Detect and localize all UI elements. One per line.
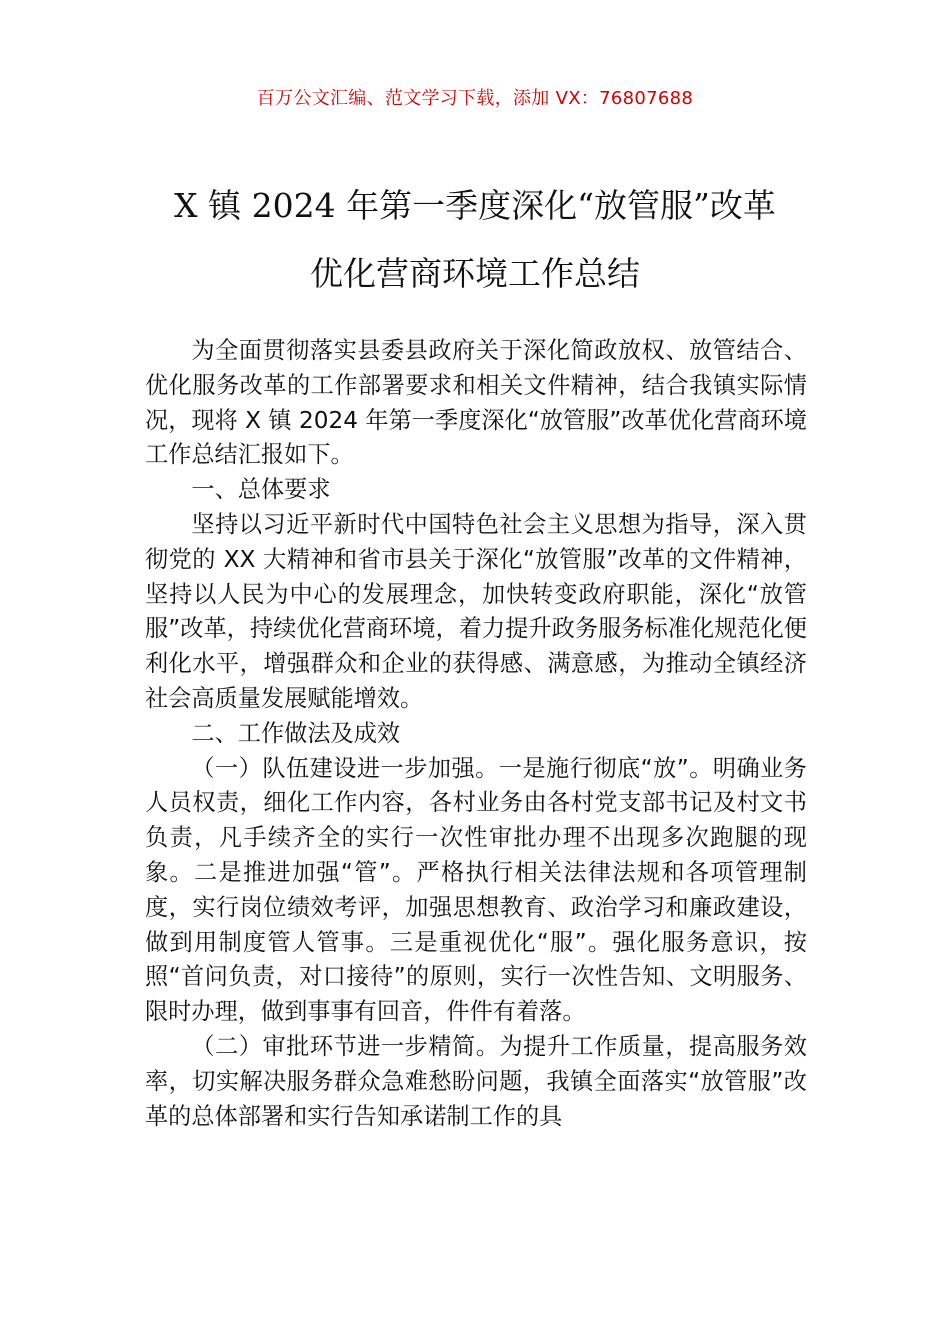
section-heading-1: 一、总体要求 (191, 476, 331, 504)
section-heading-2: 二、工作做法及成效 (191, 719, 401, 747)
intro-paragraph: 为全面贯彻落实县委县政府关于深化简政放权、放管结合、优化服务改革的工作部署要求和相关文件精神，结合我镇实际情况，现将 X 镇 2024 年第一季度深化“放管服”改革优化营商环境工作总结汇报如下。 (145, 337, 807, 469)
promo-banner: 百万公文汇编、范文学习下载，添加 VX：76807688 (256, 88, 694, 109)
document-body (145, 334, 807, 1134)
title-line-2: 优化营商环境工作总结 (310, 254, 640, 293)
subsection-1-paragraph: （一）队伍建设进一步加强。一是施行彻底“放”。明确业务人员权责，细化工作内容，各村业务由各村党支部书记及村文书负责，凡手续齐全的实行一次性审批办理不出现多次跑腿的现象。二是推进加强“管”。严格执行相关法律法规和各项管理制度，实行岗位绩效考评，加强思想教育、政治学习和廉政建设，做到用制度管人管事。三是重视优化“服”。强化服务意识，按照“首问负责，对口接待”的原则，实行一次性告知、文明服务、限时办理，做到事事有回音，件件有着落。 (145, 754, 807, 1026)
section-1-paragraph: 坚持以习近平新时代中国特色社会主义思想为指导，深入贯彻党的 XX 大精神和省市县关于深化“放管服”改革的文件精神，坚持以人民为中心的发展理念，加快转变政府职能，深化“放管服”改革，持续优化营商环境，着力提升政务服务标准化规范化便利化水平，增强群众和企业的获得感、满意感，为推动全镇经济社会高质量发展赋能增效。 (145, 510, 807, 712)
title-line-1: X 镇 2024 年第一季度深化“放管服”改革 (174, 186, 776, 225)
subsection-2-paragraph: （二）审批环节进一步精简。为提升工作质量，提高服务效率，切实解决服务群众急难愁盼问题，我镇全面落实“放管服”改革的总体部署和实行告知承诺制工作的具 (145, 1032, 807, 1130)
